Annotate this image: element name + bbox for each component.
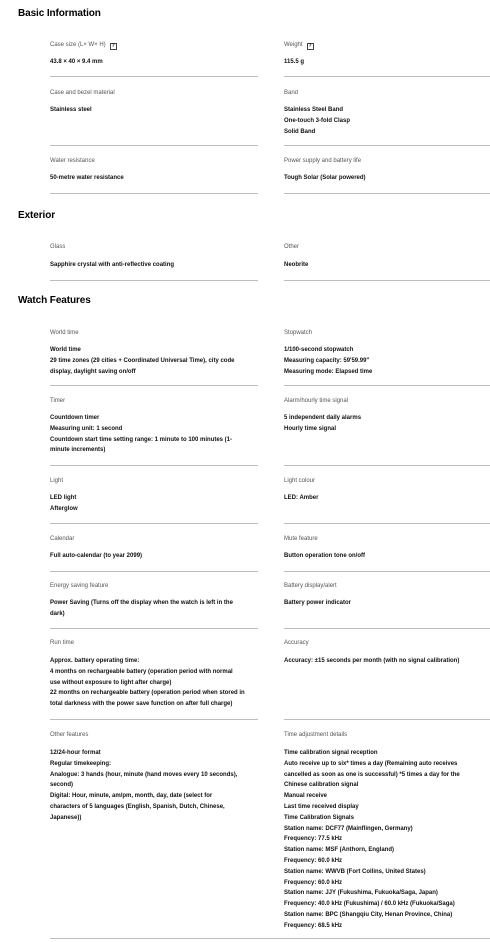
divider [50, 628, 258, 629]
divider [50, 280, 258, 281]
divider [284, 193, 490, 194]
spec-value: Stainless Steel Band One-touch 3-fold Clasp Solid Band [284, 107, 350, 135]
spec-value: 115.5 g [284, 59, 305, 65]
spec-value: Sapphire crystal with anti-reflective coating [50, 262, 175, 268]
spec-accuracy [284, 639, 490, 667]
spec-label: World time [50, 330, 79, 336]
spec-value: World time 29 time zones (29 cities + Coordinated Universal Time), city code display, daylight saving on/off [50, 347, 235, 375]
spec-value: Accuracy: ±15 seconds per month (with no signal calibration) [284, 658, 460, 664]
divider [284, 385, 490, 386]
spec-value: Countdown timer Measuring unit: 1 second Countdown start time setting range: 1 minute to 100 minutes (1- minute increments) [50, 415, 233, 454]
divider [50, 571, 258, 572]
spec-label: Calendar [50, 536, 75, 542]
divider [50, 523, 258, 524]
divider [284, 523, 490, 524]
divider [284, 571, 490, 572]
spec-value: Battery power indicator [284, 600, 352, 606]
spec-label: Stopwatch [284, 330, 313, 336]
spec-value: Tough Solar (Solar powered) [284, 175, 366, 181]
spec-value: Full auto-calendar (to year 2099) [50, 553, 143, 559]
spec-value: LED: Amber [284, 495, 319, 501]
divider [50, 145, 258, 146]
spec-other-features [50, 731, 258, 824]
spec-label: Case and bezel material [50, 90, 115, 96]
spec-value: 5 independent daily alarms Hourly time signal [284, 415, 362, 432]
spec-world-time [50, 329, 258, 377]
spec-value: 43.8 × 40 × 9.4 mm [50, 59, 103, 65]
divider [284, 145, 490, 146]
spec-label: Weight [284, 42, 303, 48]
spec-value: LED light Afterglow [50, 495, 78, 512]
section-title-basic-information: Basic Information [18, 8, 101, 19]
spec-run-time [50, 639, 258, 710]
spec-label: Light colour [284, 478, 316, 484]
spec-label: Timer [50, 398, 66, 404]
spec-timer [50, 397, 258, 456]
spec-label: Light [50, 478, 64, 484]
spec-value: 12/24-hour format Regular timekeeping: Analogue: 3 hands (hour, minute (hand moves every 10 seconds), second) Digital: Hour, minute, am/pm, month, day, date (select for characters of 5 languages (English, Spanish, Dutch, Chinese, Japanese)) [50, 750, 238, 821]
spec-value: Neobrite [284, 262, 309, 268]
spec-label: Battery display/alert [284, 583, 337, 589]
spec-label: Accuracy [284, 640, 309, 646]
spec-mute [284, 535, 490, 562]
divider [50, 193, 258, 194]
divider [50, 465, 258, 466]
spec-stopwatch [284, 329, 490, 377]
spec-case-size [50, 41, 258, 68]
spec-weight [284, 41, 490, 68]
spec-energy-saving [50, 582, 258, 620]
spec-label: Run time [50, 640, 75, 646]
spec-time-adjustment [284, 731, 490, 932]
divider [50, 719, 258, 720]
divider [50, 938, 490, 939]
divider [284, 465, 490, 466]
spec-label: Case size (L× W× H) [50, 42, 106, 48]
spec-band [284, 89, 490, 137]
divider [284, 719, 490, 720]
spec-value: 50-metre water resistance [50, 175, 124, 181]
spec-water-resistance [50, 157, 258, 184]
spec-value: Approx. battery operating time: 4 months on rechargeable battery (operation period with normal use without exposure to light after charge) 22 months on rechargeable battery (operation period when stored in total darkness with the power save function on after full charge) [50, 658, 245, 708]
spec-label: Power supply and battery life [284, 158, 362, 164]
divider [284, 76, 490, 77]
spec-label: Alarm/hourly time signal [284, 398, 349, 404]
spec-value: 1/100-second stopwatch Measuring capacity: 59'59.99'' Measuring mode: Elapsed time [284, 347, 373, 375]
divider [50, 385, 258, 386]
spec-label: Glass [50, 244, 66, 250]
spec-label: Other [284, 244, 300, 250]
spec-label: Energy saving feature [50, 583, 109, 589]
spec-power-supply [284, 157, 490, 184]
spec-light [50, 477, 258, 515]
help-icon[interactable]: ? [308, 43, 312, 49]
spec-label: Time adjustment details [284, 732, 348, 738]
spec-other [284, 243, 490, 271]
spec-glass [50, 243, 258, 271]
help-icon[interactable]: ? [111, 43, 115, 49]
spec-value: Power Saving (Turns off the display when the watch is left in the dark) [50, 600, 233, 617]
section-title-exterior: Exterior [18, 210, 55, 221]
divider [284, 628, 490, 629]
divider [50, 76, 258, 77]
spec-value: Time calibration signal reception Auto receive up to six* times a day (Remaining auto receives cancelled as soon as one is successful) *5 times a day for the Chinese calibration signal Manual receive Last time received display Time Calibration Signals Station name: DCF77 (Mainflingen, Germany) Frequency: 77.5 kHz Station name: MSF (Anthorn, England) Frequency: 60.0 kHz Station name: WWVB (Fort Collins, United States) Frequency: 60.0 kHz Station name: JJY (Fukushima, Fukuoka/Saga, Japan) Frequency: 40.0 kHz (Fukushima) / 60.0 kHz (Fukuoka/Saga) Station name: BPC (Shangqiu City, Henan Province, China) Frequency: 68.5 kHz [284, 750, 460, 929]
spec-label: Band [284, 90, 299, 96]
spec-label: Mute feature [284, 536, 318, 542]
section-title-watch-features: Watch Features [18, 295, 91, 306]
spec-value: Stainless steel [50, 107, 92, 113]
spec-case-material [50, 89, 258, 116]
spec-label: Water resistance [50, 158, 95, 164]
divider [284, 280, 490, 281]
spec-calendar [50, 535, 258, 562]
spec-value: Button operation tone on/off [284, 553, 365, 559]
spec-battery-display [284, 582, 490, 609]
spec-light-colour [284, 477, 490, 504]
spec-alarm [284, 397, 490, 435]
spec-label: Other features [50, 732, 89, 738]
